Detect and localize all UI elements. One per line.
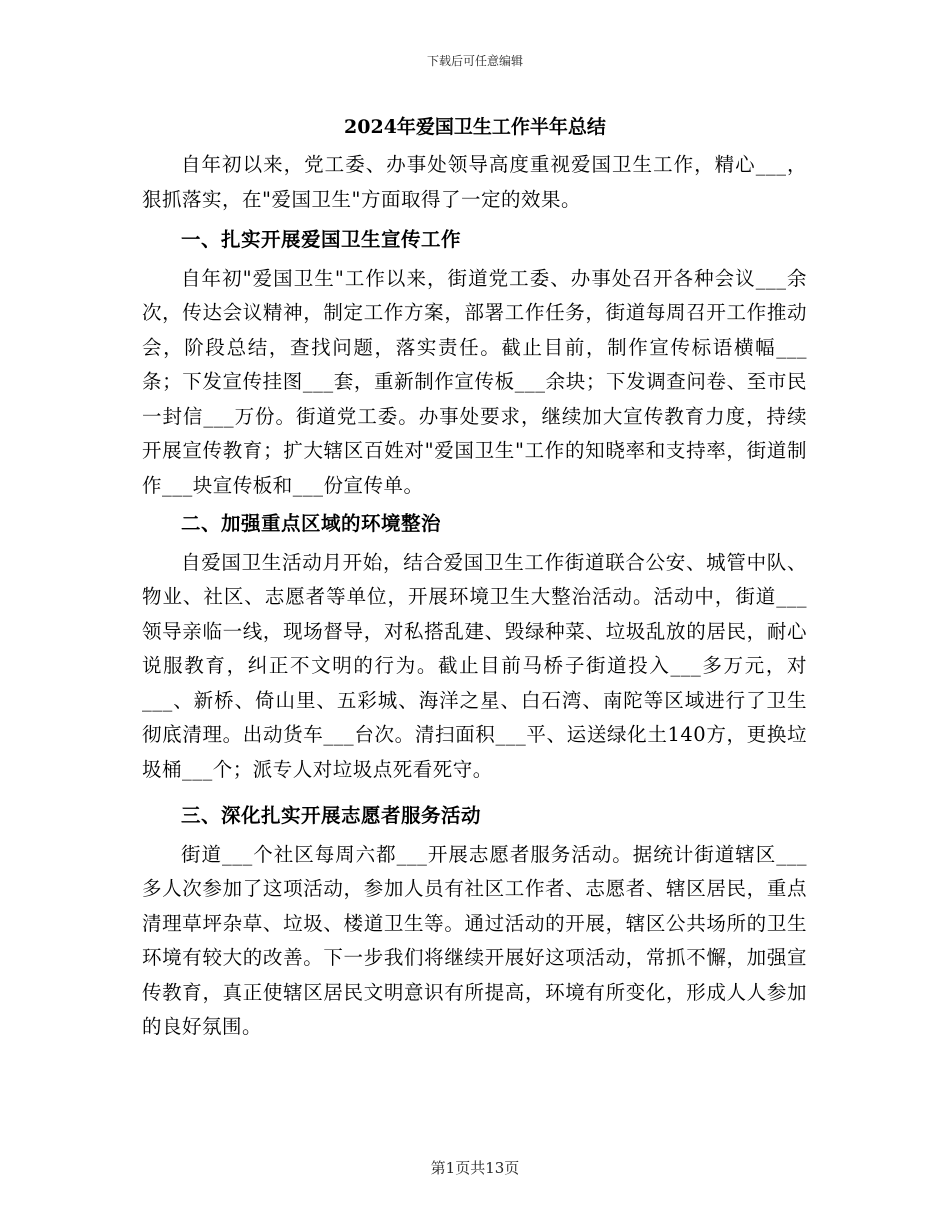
document-body [142, 148, 807, 1045]
section-1-heading: 一、扎实开展爱国卫生宣传工作 [181, 228, 462, 251]
section-3-paragraph: 街道___个社区每周六都___开展志愿者服务活动。据统计街道辖区___多人次参加了这项活动，参加人员有社区工作者、志愿者、辖区居民，重点清理草坪杂草、垃圾、楼道卫生等。通过活动的开展，辖区公共场所的卫生环境有较大的改善。下一步我们将继续开展好这项活动，常抓不懈，加强宣传教育，真正使辖区居民文明意识有所提高，环境有所变化，形成人人参加的良好氛围。 [142, 842, 807, 1038]
document-title: 2024年爱国卫生工作半年总结 [344, 116, 606, 138]
page-number-footer: 第1页共13页 [430, 1159, 520, 1177]
section-3-heading: 三、深化扎实开展志愿者服务活动 [181, 804, 482, 827]
section-1-paragraph: 自年初"爱国卫生"工作以来，街道党工委、办事处召开各种会议___余次，传达会议精神，制定工作方案，部署工作任务，街道每周召开工作推动会，阶段总结，查找问题，落实责任。截止目前，制作宣传标语横幅___条；下发宣传挂图___套，重新制作宣传板___余块；下发调查问卷、至市民一封信___万份。街道党工委。办事处要求，继续加大宣传教育力度，持续开展宣传教育；扩大辖区百姓对"爱国卫生"工作的知晓率和支持率，街道制作___块宣传板和___份宣传单。 [142, 266, 807, 497]
section-2-paragraph: 自爱国卫生活动月开始，结合爱国卫生工作街道联合公安、城管中队、物业、社区、志愿者等单位，开展环境卫生大整治活动。活动中，街道___领导亲临一线，现场督导，对私搭乱建、毁绿种菜、垃圾乱放的居民，耐心说服教育，纠正不文明的行为。截止目前马桥子街道投入___多万元，对___、新桥、倚山里、五彩城、海洋之星、白石湾、南陀等区域进行了卫生彻底清理。出动货车___台次。清扫面积___平、运送绿化土140方，更换垃圾桶___个；派专人对垃圾点死看死守。 [142, 550, 807, 781]
intro-paragraph: 自年初以来，党工委、办事处领导高度重视爱国卫生工作，精心___，狠抓落实，在"爱国卫生"方面取得了一定的效果。 [142, 153, 807, 211]
page-header-note: 下载后可任意编辑 [426, 54, 523, 68]
section-2-heading: 二、加强重点区域的环境整治 [181, 512, 442, 535]
